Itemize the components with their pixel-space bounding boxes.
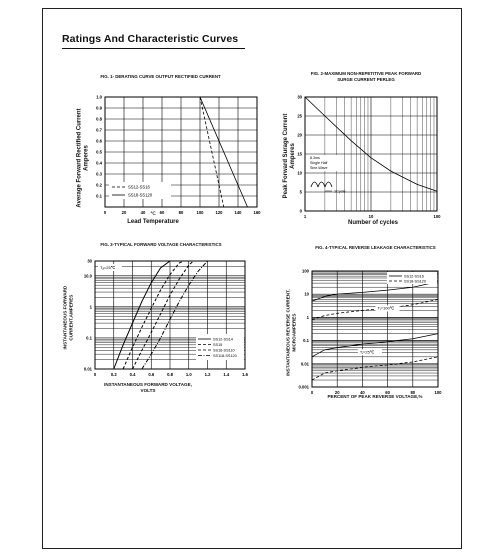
legend-label: SS12-SS14: [213, 337, 233, 342]
annotation-text: Single Half: [310, 161, 328, 165]
x-tick-label: 40: [140, 210, 146, 215]
legend-label: SS15: [213, 343, 223, 347]
y-tick-label: 10: [304, 291, 309, 297]
x-tick-label: 0: [93, 372, 97, 377]
fig1-chart: [81, 93, 263, 230]
legend-label: SS16-SS110: [213, 348, 235, 353]
x-tick-label: 1.6: [242, 372, 248, 377]
x-tick-label: 0: [103, 210, 107, 215]
fig1-xlabel: Lead Temperature: [127, 219, 179, 225]
annotation-text: Sine-Wave: [310, 166, 328, 170]
y-tick-label: 0.3: [96, 171, 102, 177]
fig3-ylabel: INSTANTANEOUS FORWARD CURRENT,AMPERES: [62, 285, 73, 350]
y-tick-label: 0.01: [83, 366, 92, 372]
fig2-chart: [291, 93, 443, 229]
fig1-title: FIG. 1- DERATING CURVE OUTPUT RECTIFIED CURRENT: [100, 74, 221, 79]
x-tick-label: 100: [433, 214, 441, 219]
fig3-xlabel: INSTANTANEOUS FORWARD VOLTAGE, VOLTS: [104, 382, 192, 393]
fig4-xlabel: PERCENT OF PEAK REVERSE VOLTAGE,%: [327, 394, 423, 399]
legend-label: SS18-SS120: [128, 192, 153, 198]
y-tick-label: 25: [297, 113, 302, 119]
legend-label: SS118-SS120: [213, 354, 237, 358]
fig2-xlabel: Number of cycles: [347, 220, 399, 226]
annotation-text: 8.3ms: [310, 156, 320, 160]
fig4-ylabel: INSTANTANEOUS REVERSE CURRENT, MICROAMPERES: [285, 289, 296, 376]
x-tick-label: 1.4: [223, 372, 230, 377]
y-tick-label: 0.2: [96, 182, 102, 188]
y-tick-label: 1.0: [96, 94, 102, 100]
x-tick-label: 40: [360, 390, 365, 395]
legend-label: SS18-SS120: [404, 279, 426, 284]
annotation-text: 1Cycle: [334, 189, 346, 194]
x-tick-label: 80: [410, 390, 416, 395]
y-tick-label: 100: [302, 268, 309, 274]
x-tick-label: 60: [159, 210, 165, 215]
x-tick-label: 0.8: [167, 372, 173, 377]
y-tick-label: 15: [297, 151, 302, 157]
y-tick-label: 0.8: [96, 116, 102, 122]
x-tick-label: 60: [385, 390, 390, 395]
datasheet-page: [42, 8, 462, 549]
x-tick-label: 0: [310, 390, 314, 395]
y-tick-label: 0.4: [96, 160, 102, 166]
annotation-text: Tⱼ=25℃: [359, 349, 375, 355]
x-tick-label: 0.6: [148, 372, 155, 377]
x-tick-label: 1: [303, 214, 307, 219]
y-tick-label: 0.01: [300, 361, 309, 367]
y-tick-label: 10: [297, 170, 302, 176]
x-tick-label: 0.4: [129, 372, 136, 377]
y-tick-label: 0.7: [96, 127, 102, 133]
legend-label: SS12-SS16: [404, 274, 424, 279]
y-tick-label: 0.6: [96, 138, 102, 144]
fig3-chart: [73, 253, 253, 381]
x-tick-label: 120: [215, 210, 223, 215]
x-tick-label: 1.0: [185, 372, 192, 377]
y-tick-label: 0.001: [298, 384, 309, 390]
legend-label: SS12-SS16: [128, 184, 150, 190]
x-tick-label: 1.2: [204, 372, 211, 377]
x-tick-label: 20: [121, 210, 127, 215]
x-tick-label: 10: [368, 214, 374, 219]
y-tick-label: 10.0: [83, 273, 92, 279]
fig4-chart: [286, 261, 446, 401]
x-tick-label: 100: [196, 210, 204, 215]
y-tick-label: 0.9: [96, 105, 102, 111]
y-tick-label: 30: [87, 258, 92, 264]
x-tick-label: 0.2: [110, 372, 117, 377]
x-tick-label: 160: [253, 210, 261, 215]
fig2-title: FIG. 2-MAXIMUM NON-REPETITIVE PEAK FORWARD SURGE CURRENT PERLEG: [310, 71, 422, 82]
page-title: Ratings And Characteristic Curves: [62, 33, 239, 45]
y-tick-label: 5: [299, 189, 302, 195]
fig1-xunit: ℃: [150, 211, 156, 217]
annotation-text: Tⱼ=100℃: [377, 305, 395, 311]
y-tick-label: 1: [306, 314, 309, 320]
title-rule: [62, 48, 245, 49]
fig4-title: FIG. 4-TYPICAL REVERSE LEAKAGE CHARACTERISTICS: [315, 245, 436, 250]
plot-frame: [312, 271, 438, 387]
fig3-title: FIG. 3-TYPICAL FORWARD VOLTAGE CHARACTERISTICS: [100, 242, 222, 247]
x-tick-label: 20: [334, 390, 340, 395]
y-tick-label: 20: [297, 132, 302, 138]
y-tick-label: 30: [297, 94, 302, 100]
fig1-ylabel: Average Forward Rectified Current Amperes: [76, 108, 90, 208]
fig2-ylabel: Peak Forward Surage Current Amperes: [283, 113, 296, 199]
x-tick-label: 140: [234, 210, 242, 215]
y-tick-label: 0.5: [96, 149, 102, 155]
y-tick-label: 0: [299, 208, 302, 214]
annotation-text: Tₐ=25℃: [100, 265, 116, 270]
y-tick-label: 0.1: [86, 335, 92, 341]
y-tick-label: 0.1: [303, 338, 309, 344]
x-tick-label: 80: [178, 210, 184, 215]
x-tick-label: 100: [434, 390, 442, 395]
y-tick-label: 0.1: [96, 193, 102, 199]
y-tick-label: 1: [89, 304, 92, 310]
